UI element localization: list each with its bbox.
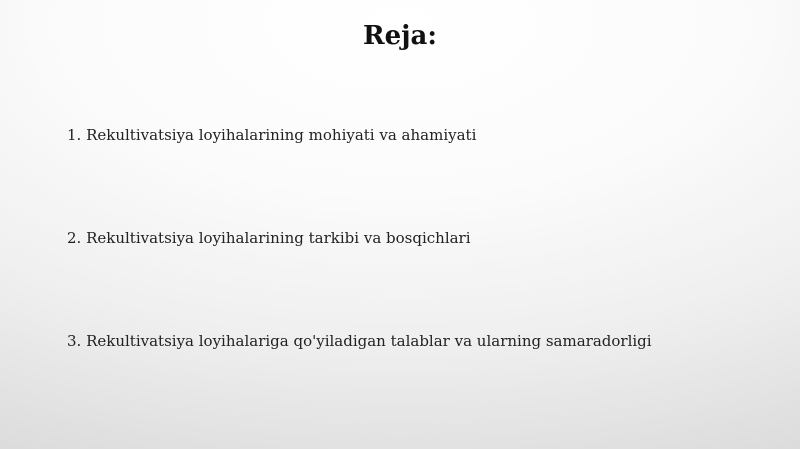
slide-title: Reja: bbox=[362, 21, 437, 51]
plan-item-2: 2. Rekultivatsiya loyihalarining tarkibi va bosqichlari bbox=[67, 229, 471, 247]
plan-item-1: 1. Rekultivatsiya loyihalarining mohiyati va ahamiyati bbox=[67, 126, 477, 144]
plan-item-3: 3. Rekultivatsiya loyihalariga qo'yiladigan talablar va ularning samaradorligi bbox=[67, 332, 652, 350]
